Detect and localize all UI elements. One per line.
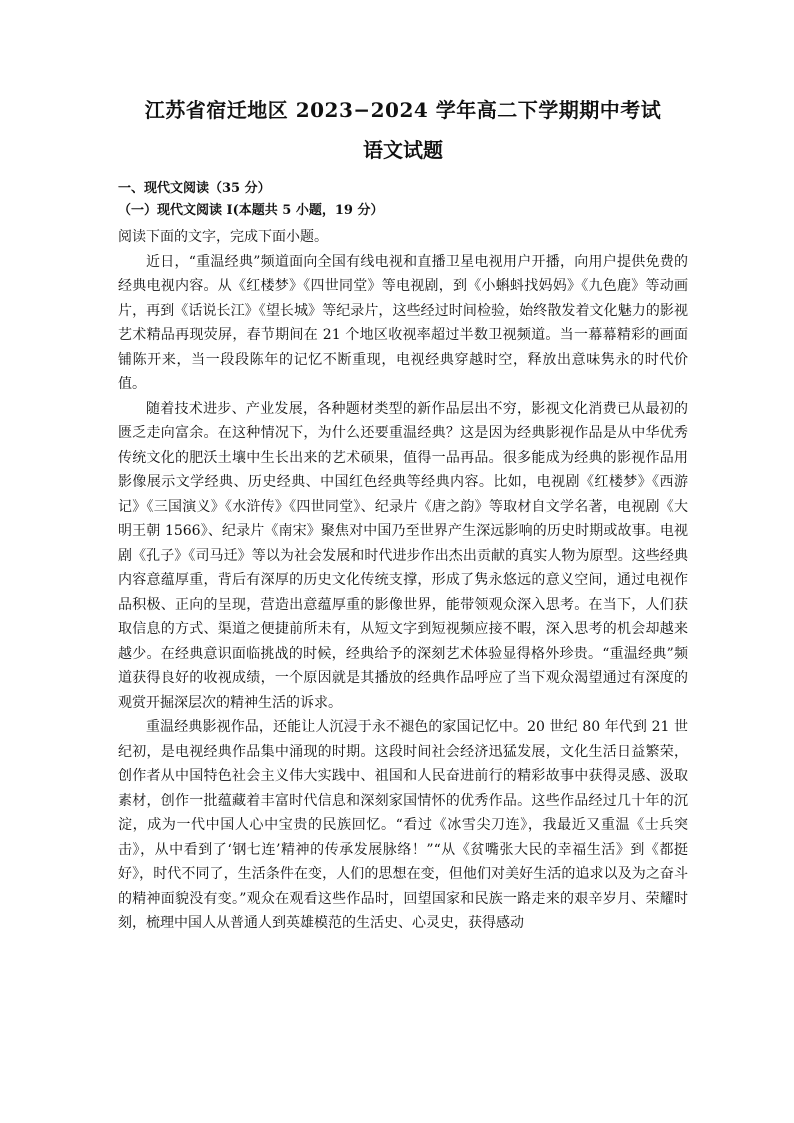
passage-paragraph-3: 重温经典影视作品，还能让人沉浸于永不褪色的家国记忆中。20 世纪 80 年代到 21 世纪初，是电视经典作品集中涌现的时期。这段时间社会经济迅猛发展，文化生活日益繁荣，创作者从中国特色社会主义伟大实践中、祖国和人民奋进前行的精彩故事中获得灵感、汲取素材，创作一批蕴藏着丰富时代信息和深刻家国情怀的优秀作品。这些作品经过几十年的沉淀，成为一代中国人心中宝贵的民族回忆。“看过《冰雪尖刀连》，我最近又重温《士兵突击》，从中看到了‘钢七连’精神的传承发展脉络！”“从《贫嘴张大民的幸福生活》到《都挺好》，时代不同了，生活条件在变，人们的思想在变，但他们对美好生活的追求以及为之奋斗的精神面貌没有变。”观众在观看这些作品时，回望国家和民族一路走来的艰辛岁月、荣耀时刻，梳理中国人从普通人到英雄模范的生活史、心灵史，获得感动 <box>118 719 688 931</box>
section-heading: 一、现代文阅读（35 分） <box>118 181 271 196</box>
passage-paragraph-2: 随着技术进步、产业发展，各种题材类型的新作品层出不穷，影视文化消费已从最初的匮乏走向富余。在这种情况下，为什么还要重温经典？这是因为经典影视作品是从中华优秀传统文化的肥沃土壤中生长出来的艺术硕果，值得一品再品。很多能成为经典的影视作品用影像展示文学经典、历史经典、中国红色经典等经典内容。比如，电视剧《红楼梦》《西游记》《三国演义》《水浒传》《四世同堂》、纪录片《唐之韵》等取材自文学名著，电视剧《大明王朝 1566》、纪录片《南宋》聚焦对中国乃至世界产生深远影响的历史时期或故事。电视剧《孔子》《司马迁》等以为社会发展和时代进步作出杰出贡献的真实人物为原型。这些经典内容意蕴厚重，背后有深厚的历史文化传统支撑，形成了隽永悠远的意义空间，通过电视作品积极、正向的呈现，营造出意蕴厚重的影像世界，能带领观众深入思考。在当下，人们获取信息的方式、渠道之便捷前所未有，从短文字到短视频应接不暇，深入思考的机会却越来越少。在经典意识面临挑战的时候，经典给予的深刻艺术体验显得格外珍贵。“重温经典”频道获得良好的收视成绩，一个原因就是其播放的经典作品呼应了当下观众渴望通过有深度的观赏开掘深层次的精神生活的诉求。 <box>118 400 688 711</box>
passage-paragraph-1: 近日，“重温经典”频道面向全国有线电视和直播卫星电视用户开播，向用户提供免费的经典电视内容。从《红楼梦》《四世同堂》等电视剧，到《小蝌蚪找妈妈》《九色鹿》等动画片，再到《话说长江》《望长城》等纪录片，这些经过时间检验，始终散发着文化魅力的影视艺术精品再现荧屏，春节期间在 21 个地区收视率超过半数卫视频道。当一幕幕精彩的画面铺陈开来，当一段段陈年的记忆不断重现，电视经典穿越时空，释放出意味隽永的时代价值。 <box>118 253 688 392</box>
exam-subtitle: 语文试题 <box>363 138 443 162</box>
reading-instruction: 阅读下面的文字，完成下面小题。 <box>118 229 328 245</box>
subsection-heading: （一）现代文阅读 I(本题共 5 小题，19 分） <box>118 203 384 218</box>
exam-page <box>118 96 688 936</box>
exam-title: 江苏省宿迁地区 2023−2024 学年高二下学期期中考试 <box>144 98 662 122</box>
